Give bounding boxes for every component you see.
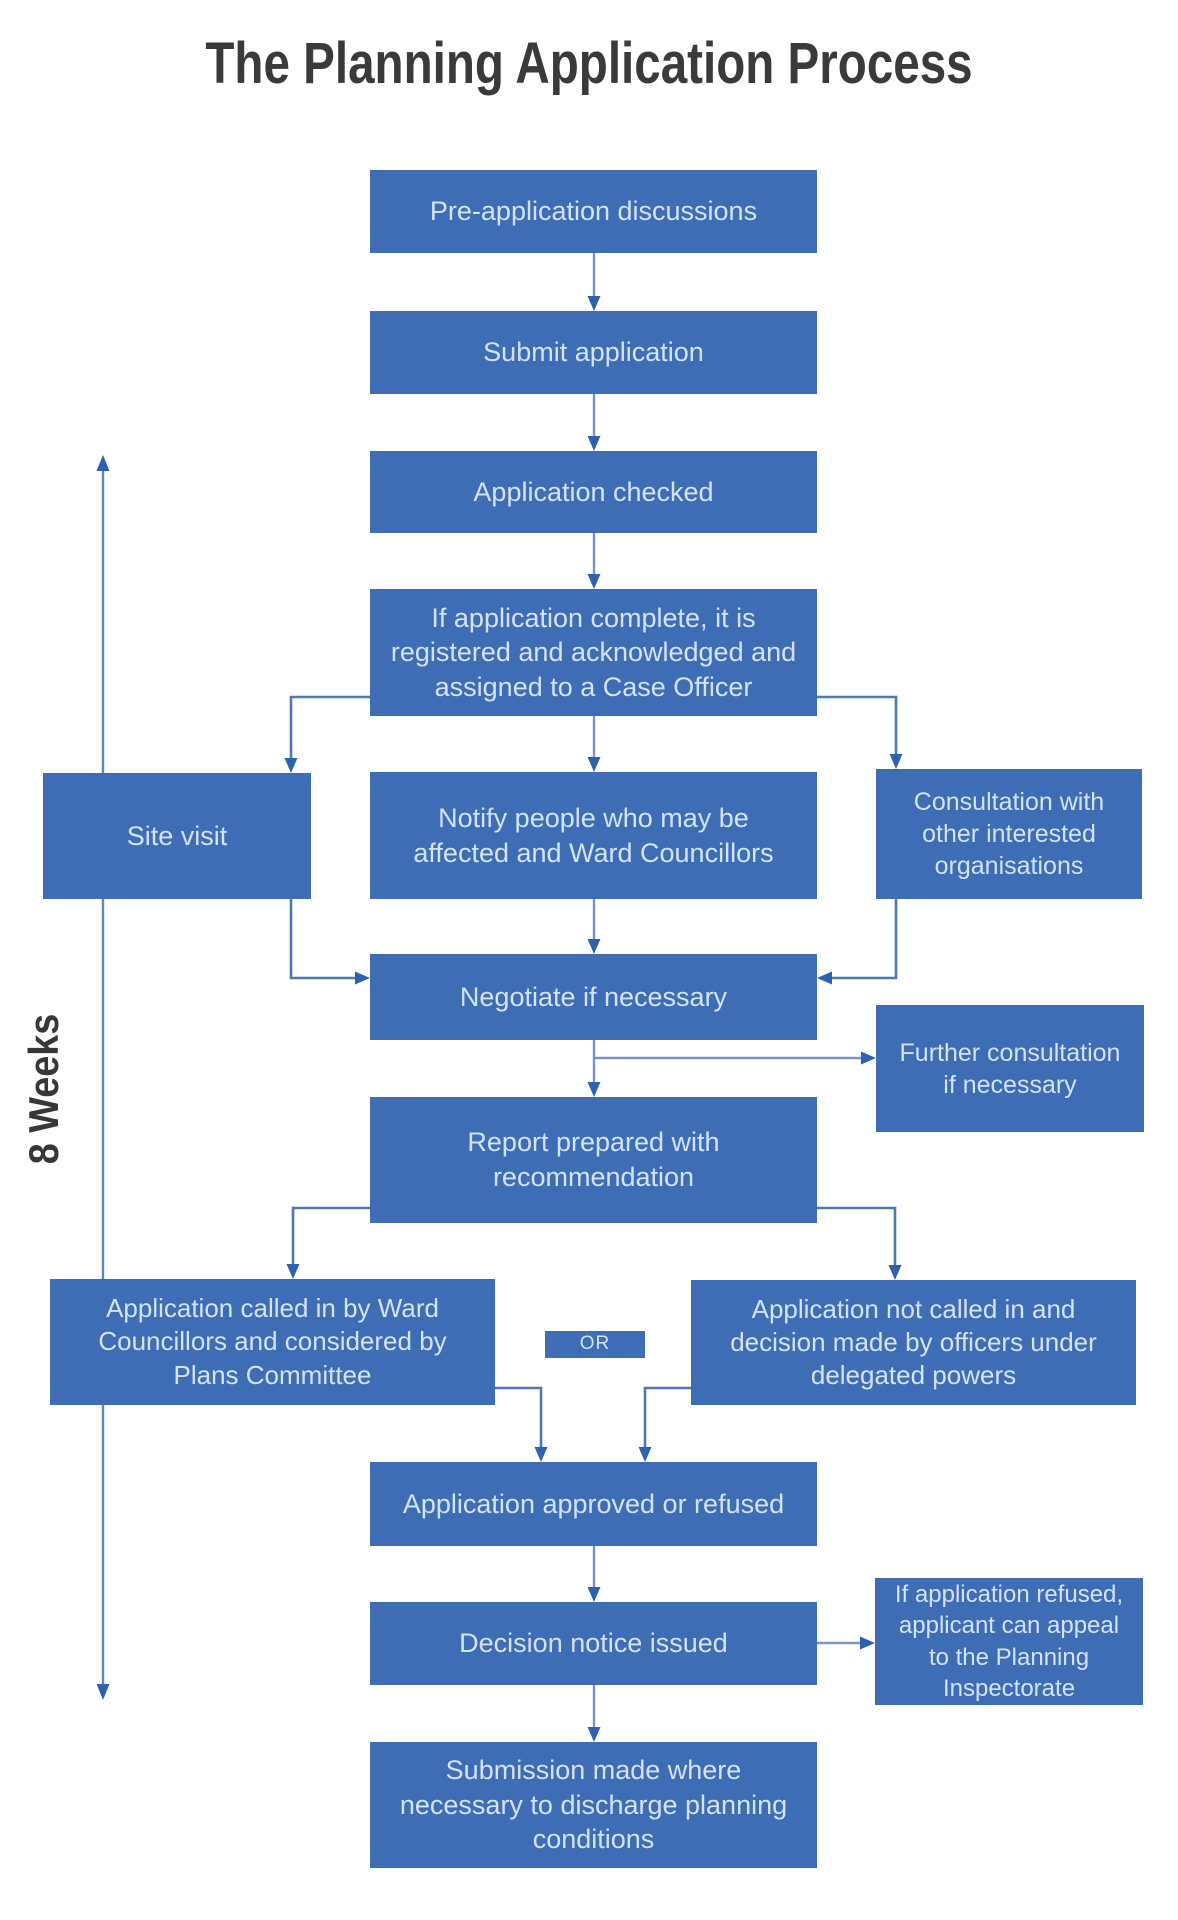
node-label: Application called in by Ward Councillors and considered by Plans Committee xyxy=(98,1293,447,1390)
node-discharge-conditions xyxy=(370,1742,817,1868)
connector-report-to-calledin xyxy=(287,1208,371,1279)
node-label: Report prepared with recommendation xyxy=(467,1127,720,1192)
node-label: Application checked xyxy=(473,476,714,507)
node-label: Pre-application discussions xyxy=(429,196,758,227)
node-negotiate xyxy=(370,954,817,1040)
connector-notcalledin-to-approved xyxy=(639,1388,692,1462)
connector-notify-to-negotiate xyxy=(588,899,601,954)
node-label: Decision notice issued xyxy=(459,1628,728,1659)
page-title: The Planning Application Process xyxy=(205,31,973,96)
node-further-consultation xyxy=(876,1005,1144,1132)
node-called-in xyxy=(50,1279,495,1405)
node-label: Negotiate if necessary xyxy=(459,981,728,1012)
connector-negotiate-to-report xyxy=(588,1040,601,1097)
connector-submit-to-checked xyxy=(588,394,601,451)
node-label: Application not called in and decision made by officers under delegated powers xyxy=(730,1293,1097,1391)
node-not-called-in xyxy=(691,1280,1136,1405)
connector-consultation-to-negotiate xyxy=(817,899,896,985)
connector-calledin-to-approved xyxy=(495,1388,548,1462)
node-label: Consultation with other interested organisations xyxy=(913,788,1105,880)
connector-registered-to-consultation xyxy=(817,697,903,769)
or-badge-label: OR xyxy=(579,1333,611,1355)
node-notify-people xyxy=(370,772,817,899)
node-label: If application refused, applicant can appeal to the Planning Inspectorate xyxy=(894,1581,1124,1702)
connector-approved-to-decision xyxy=(588,1546,601,1602)
node-appeal-planning-inspectorate xyxy=(875,1578,1143,1705)
node-label: Submit application xyxy=(483,337,704,368)
node-consultation-organisations xyxy=(876,769,1142,899)
node-decision-notice xyxy=(370,1602,817,1685)
node-report-prepared xyxy=(370,1097,817,1223)
connector-decision-to-submission xyxy=(588,1685,601,1742)
node-registered-assigned xyxy=(370,589,817,716)
connector-sitevisit-to-negotiate xyxy=(291,899,370,985)
node-label: Application approved or refused xyxy=(402,1488,785,1519)
node-label: Submission made where necessary to discharge planning conditions xyxy=(399,1755,788,1855)
node-label: Further consultation if necessary xyxy=(899,1038,1121,1099)
timeline-label: 8 Weeks xyxy=(20,1013,67,1165)
node-label: Site visit xyxy=(126,820,228,851)
node-label: Notify people who may be affected and Ward Councillors xyxy=(413,802,774,868)
node-label: If application complete, it is registered and acknowledged and assigned to a Case Officer xyxy=(390,602,797,702)
connector-report-to-notcalledin xyxy=(817,1208,902,1280)
connector-pre-to-submit xyxy=(588,253,601,311)
node-site-visit xyxy=(43,773,311,899)
node-submit-application xyxy=(370,311,817,394)
timeline-arrow xyxy=(97,455,110,1700)
connector-registered-to-notify xyxy=(588,716,601,772)
node-pre-application xyxy=(370,170,817,253)
or-badge xyxy=(545,1331,645,1358)
node-approved-or-refused xyxy=(370,1462,817,1546)
connector-registered-to-sitevisit xyxy=(285,697,371,773)
connector-checked-to-registered xyxy=(588,533,601,589)
node-application-checked xyxy=(370,451,817,533)
connector-negotiate-to-further xyxy=(594,1052,876,1065)
connector-decision-to-appeal xyxy=(817,1637,875,1650)
